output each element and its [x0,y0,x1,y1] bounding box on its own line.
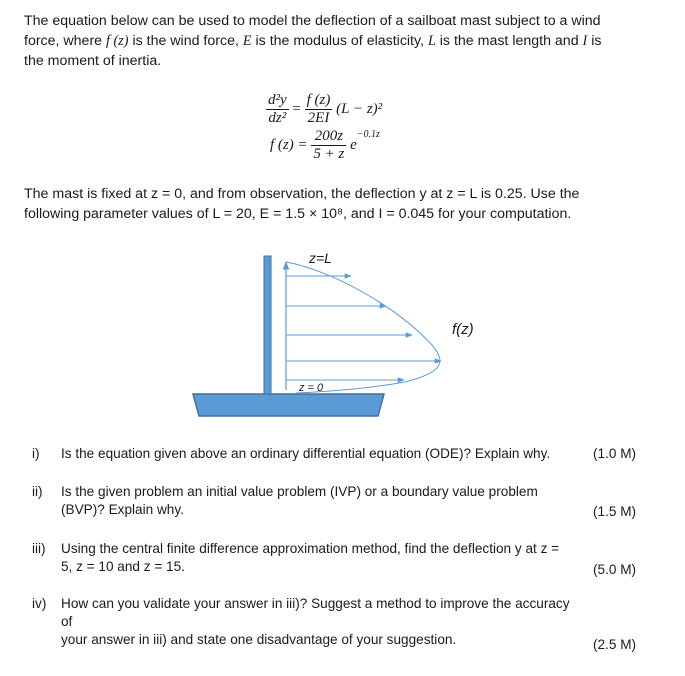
question-text: How can you validate your answer in iii)? Suggest a method to improve the accuracy of your answer in iii) and state one disadvantage of your suggestion. [61,596,570,647]
question-2 [0,483,685,523]
question-1 [0,445,685,463]
eq2-exponent: −0.1z [356,128,380,140]
condition-line-1: The mast is fixed at z = 0, and from observation, the deflection y at z = L is 0.25. Use the [24,186,580,202]
symbol-I: I [582,33,588,49]
eq2-lhs: f (z) = [270,137,308,153]
question-text: Using the central finite difference approximation method, find the deflection y at z = 5, z = 10 and z = 15. [61,541,560,574]
eq1-tail: (L − z)² [336,101,383,117]
force-profile-curve [286,262,440,393]
eq1-equals: = [292,101,301,117]
label-z-top: z=L [309,250,332,266]
eq1-rhs-den: 2EI [307,110,330,126]
label-force: f(z) [452,321,474,338]
eq2-num: 200z [311,128,346,146]
question-text: Is the given problem an initial value problem (IVP) or a boundary value problem (BVP)? Explain why. [61,484,538,517]
eq1-lhs-num: d²y [268,92,287,108]
question-number: iii) [32,541,46,556]
mast-pole [264,256,271,394]
question-marks: (5.0 M) [593,562,637,577]
eq1-lhs-den: dz² [268,110,287,126]
question-marks: (1.0 M) [593,446,637,461]
label-z-bottom: z = 0 [299,382,324,394]
eq1-rhs-num: f (z) [306,92,331,108]
symbol-L: L [427,33,436,49]
question-marks: (1.5 M) [593,504,637,519]
eq2-den: 5 + z [313,146,345,162]
question-4 [0,595,685,655]
eq2-exp-base: e [350,137,357,153]
question-marks: (2.5 M) [593,637,637,652]
question-number: i) [32,446,40,461]
symbol-fz: f (z) [106,33,129,49]
intro-line-3: the moment of inertia. [24,53,162,69]
question-text: Is the equation given above an ordinary differential equation (ODE)? Explain why. [61,446,551,461]
symbol-E: E [242,33,252,49]
question-number: iv) [32,596,47,611]
intro-line-1: The equation below can be used to model the deflection of a sailboat mast subject to a wind [24,13,601,29]
question-number: ii) [32,484,43,499]
question-3 [0,540,685,580]
intro-line-2: force, where f (z) is the wind force, E is the modulus of elasticity, L is the mast length and I is [24,33,602,49]
condition-line-2: following parameter values of L = 20, E = 1.5 × 10⁸, and I = 0.045 for your computation. [24,206,572,222]
deck-base [193,394,384,416]
